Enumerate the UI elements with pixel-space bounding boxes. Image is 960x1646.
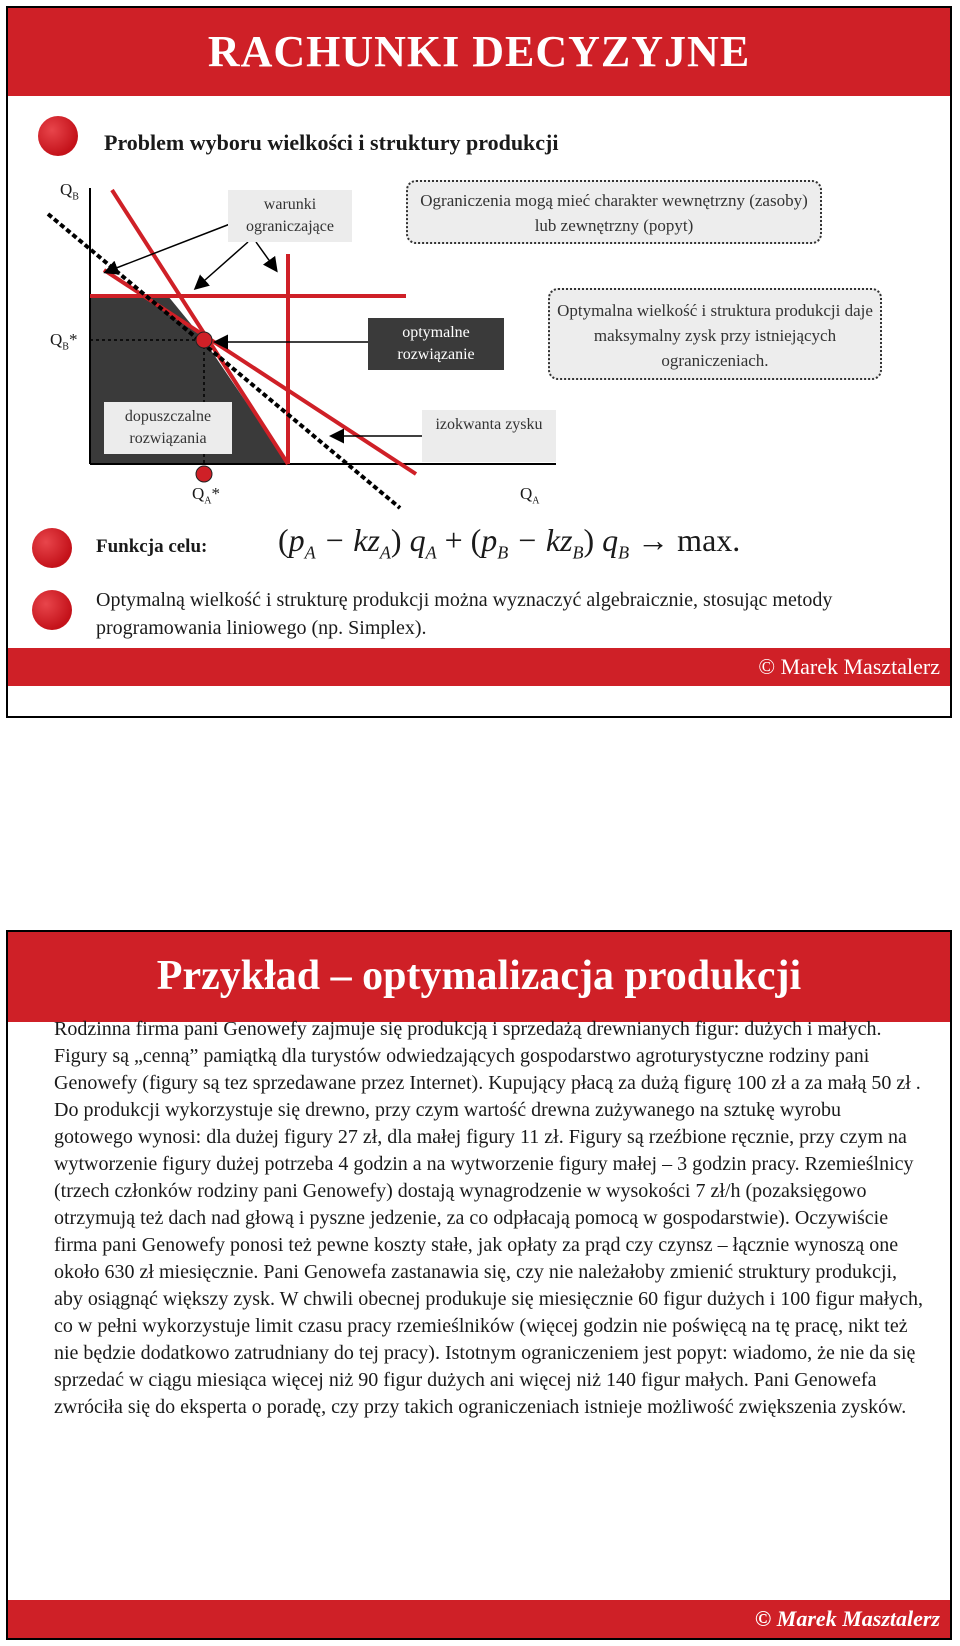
formula-sub: B [572, 542, 584, 563]
bullet-icon [32, 590, 72, 630]
constraints-callout: warunki ograniczające [228, 190, 352, 242]
axis-label-mark: * [211, 484, 221, 503]
formula-part: p [288, 522, 305, 558]
axis-label-qa [520, 484, 540, 506]
formula-part: q [594, 522, 619, 558]
example-description: Rodzinna firma pani Genowefy zajmuje się produkcją i sprzedażą drewnianych figur: dużych i małych. Figury są „cenną” pamiątką dla turystów odwiedzających gospodarstwo agroturystyczne rodziny pani Genowefy (figury są tez sprzedawane przez Internet). Kupujący płacą za dużą figurę 100 zł a za małą 50 zł . Do produkcji wykorzystuje się drewno, przy czym wartość drewna zużywanego na sztukę wyrobu gotowego wynosi: dla dużej figury 27 zł, dla małej figury 11 zł. Figury są rzeźbione ręcznie, przy czym na wytworzenie figury dużej potrzeba 4 godzin a na wytworzenie figury małej – 3 godzin pracy. Rzemieślnicy (trzech członków rodziny pani Genowefy) dostają wynagrodzenie w wysokości 7 zł/h (pozaksięgowo otrzymują też dach nad głową i pyszne jedzenie, za co odpłacają pomocą w gospodarstwie). Oczywiście firma pani Genowefy ponosi też pewne koszty stałe, jak opłaty za prąd czy czynsz – łącznie wynoszą one około 630 zł miesięcznie. Pani Genowefa zastanawia się, czy nie należałoby zmienić struktury produkcji, aby osiągnąć większy zysk. W chwili obecnej produkuje się miesięcznie 60 figur dużych i 100 figur małych, co w pełni wykorzystuje limit czasu pracy rzemieślników (więcej godzin nie poświęcą na tę pracę, nikt też nie będzie dodatkowo zatrudniany do tej pracy). Istotnym ograniczeniem jest popyt: wiadomo, że nie da się sprzedać w ciągu miesiąca więcej niż 90 figur dużych ani więcej niż 140 figur małych. Pani Genowefa zwróciła się do eksperta o poradę, czy przy takich ograniczeniach istnieje możliwość zwiększenia zysków. [54, 1018, 924, 1418]
axis-label-sub: A [204, 495, 212, 507]
pointer-arrow [196, 242, 248, 288]
axis-label-qb [60, 180, 79, 202]
formula-part: p [481, 522, 498, 558]
axis-label-sub: B [72, 191, 79, 203]
formula-sub: A [304, 542, 316, 563]
formula-part: + [436, 522, 471, 558]
formula-part: q [401, 522, 426, 558]
algebra-note: Optymalną wielkość i strukturę produkcji można wyznaczyć algebraicznie, stosując metody programowania liniowego (np. Simplex). [96, 589, 833, 639]
objective-formula [278, 522, 740, 563]
optimum-note: Optymalna wielkość i struktura produkcji daje maksymalny zysk przy istniejących ograniczeniach. [548, 288, 882, 380]
axis-label-text: Q [50, 330, 63, 349]
bullet-icon [32, 528, 72, 568]
objective-label: Funkcja celu: [96, 536, 208, 557]
formula-part: ( [470, 522, 482, 558]
slide-title: RACHUNKI DECYZYJNE [8, 8, 950, 96]
axis-label-text: Q [60, 180, 73, 199]
qa-star-point [196, 466, 212, 482]
formula-sub: B [497, 542, 509, 563]
formula-sub: A [379, 542, 391, 563]
optimum-callout: optymalne rozwiązanie [368, 318, 504, 370]
formula-part: → max. [629, 522, 741, 558]
slide-footer: © Marek Masztalerz [8, 648, 950, 686]
formula-part: ) [390, 522, 402, 558]
formula-sub: A [425, 542, 437, 563]
formula-part: − kz [315, 522, 380, 558]
formula-part: ) [583, 522, 595, 558]
pointer-arrow [256, 242, 276, 270]
section-heading: Problem wyboru wielkości i struktury produkcji [104, 130, 559, 155]
formula-sub: B [618, 542, 630, 563]
slide-decision-accounting [6, 6, 952, 718]
constraints-note: Ograniczenia mogą mieć charakter wewnętrzny (zasoby) lub zewnętrzny (popyt) [406, 180, 822, 244]
axis-label-text: Q [520, 484, 533, 503]
feasible-callout: dopuszczalne rozwiązania [104, 402, 232, 454]
isoline-callout: izokwanta zysku [422, 410, 556, 462]
optimum-point [196, 332, 212, 348]
axis-label-qa-star [192, 484, 220, 506]
axis-label-sub: B [62, 341, 69, 353]
axis-label-qb-star [50, 330, 77, 352]
slide-production-example [6, 930, 952, 1640]
formula-part: ( [278, 522, 289, 558]
axis-label-sub: A [532, 495, 540, 507]
axis-label-mark: * [68, 330, 78, 349]
slide-footer: © Marek Masztalerz [8, 1600, 950, 1638]
pointer-arrow [106, 224, 230, 272]
slide-title: Przykład – optymalizacja produkcji [8, 932, 950, 1022]
formula-part: − kz [508, 522, 573, 558]
axis-label-text: Q [192, 484, 205, 503]
